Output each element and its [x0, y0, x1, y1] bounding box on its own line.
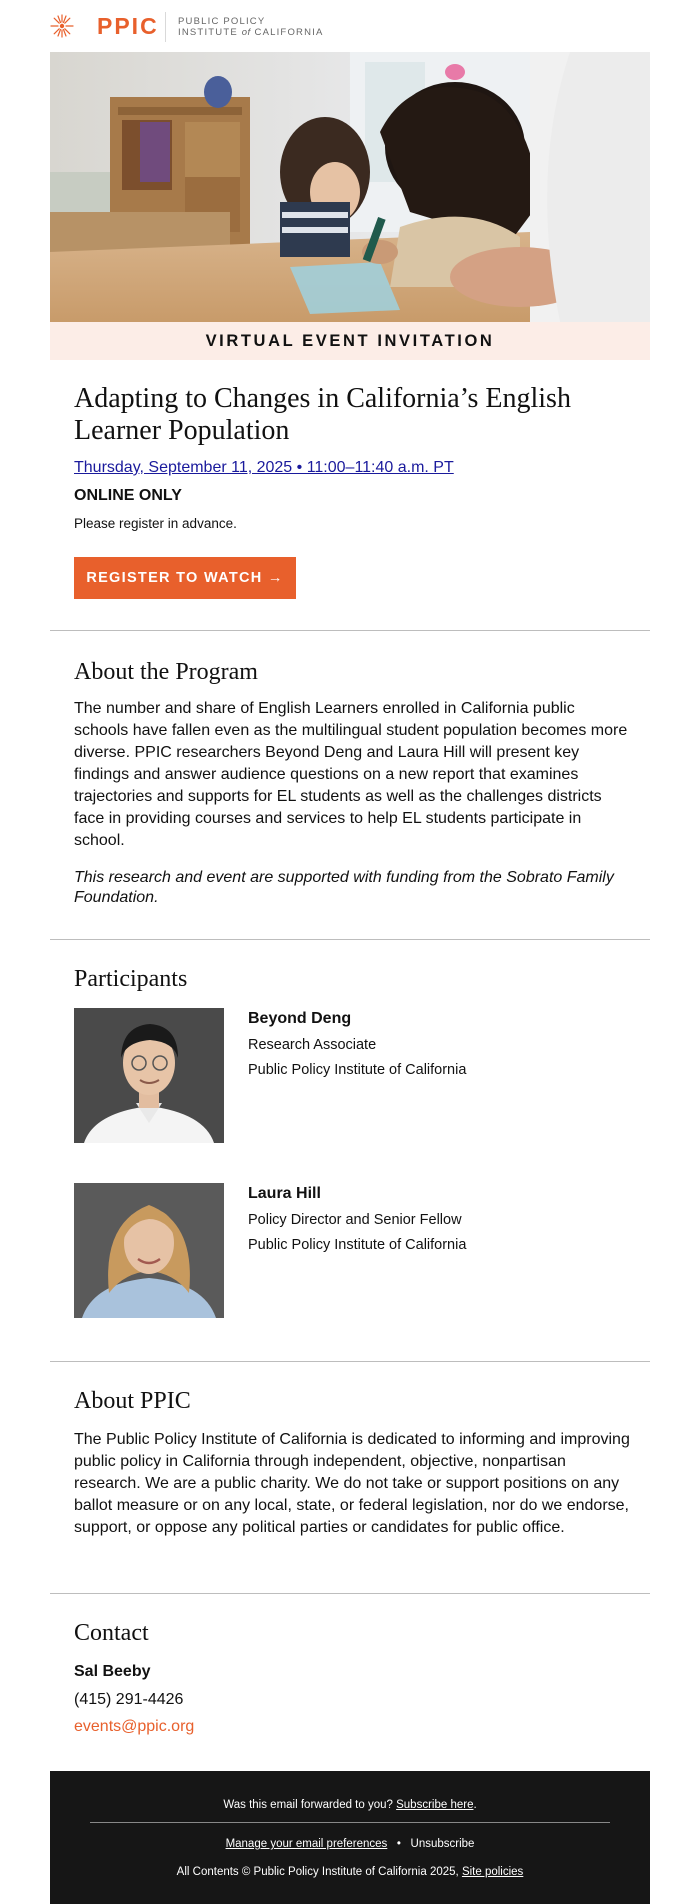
email-header: [50, 0, 650, 52]
funding-note: This research and event are supported with funding from the Sobrato Family Foundation.: [74, 869, 614, 906]
org-name: [178, 16, 324, 38]
preferences-line: [50, 1838, 650, 1850]
email-footer: [50, 1771, 650, 1904]
org-line-2-b: CALIFORNIA: [254, 27, 324, 38]
footer-divider: [90, 1822, 610, 1823]
contact-heading: Contact: [74, 1620, 149, 1646]
participant-org: Public Policy Institute of California: [248, 1062, 467, 1078]
unsubscribe-link[interactable]: Unsubscribe: [410, 1838, 475, 1850]
about-ppic-body: The Public Policy Institute of California is dedicated to informing and improving public policy in California through independent, objective, nonpartisan research. We are a public charity. We do not take or support positions on any ballot measure or on any local, state, or federal legislation, nor do we endorse, support, or oppose any political parties or candidates for public office.: [74, 1431, 630, 1536]
participant-name: Beyond Deng: [248, 1010, 352, 1027]
manage-preferences-link[interactable]: Manage your email preferences: [225, 1838, 388, 1850]
event-date-link[interactable]: Thursday, September 11, 2025 • 11:00–11:40 a.m. PT: [74, 459, 454, 476]
subscribe-link[interactable]: Subscribe here: [396, 1799, 474, 1811]
event-format: ONLINE ONLY: [74, 487, 182, 504]
org-line-2-a: INSTITUTE: [178, 27, 238, 38]
ppic-logo-text[interactable]: PPIC: [97, 13, 159, 39]
org-line-2-of: of: [241, 27, 251, 38]
org-line-2: [178, 27, 324, 38]
copyright-line: [50, 1866, 650, 1878]
section-divider: [50, 1593, 650, 1594]
ppic-sunburst-icon: [50, 14, 74, 38]
hero-photo-children-writing: [50, 52, 650, 322]
section-divider: [50, 1361, 650, 1362]
contact-phone: (415) 291-4426: [74, 1691, 184, 1708]
event-type-banner: VIRTUAL EVENT INVITATION: [50, 322, 650, 360]
participant-org: Public Policy Institute of California: [248, 1237, 467, 1253]
participant-photo-laura-hill: [74, 1183, 224, 1318]
about-program-body: The number and share of English Learners enrolled in California public schools have fallen even as the multilingual student population becomes more diverse. PPIC researchers Beyond Deng and Laura Hill will present key findings and answer audience questions on a new report that examines trajectories and supports for EL students as well as the challenges districts face in providing courses and services to help EL students participate in school.: [74, 700, 628, 849]
section-divider: [50, 630, 650, 631]
forwarded-period: .: [473, 1799, 477, 1811]
about-program-heading: About the Program: [74, 659, 258, 685]
contact-email-link[interactable]: events@ppic.org: [74, 1718, 195, 1735]
participant-name: Laura Hill: [248, 1185, 321, 1202]
participant-role: Research Associate: [248, 1037, 377, 1053]
about-ppic-heading: About PPIC: [74, 1388, 191, 1414]
register-button[interactable]: REGISTER TO WATCH →: [74, 557, 296, 599]
register-note: Please register in advance.: [74, 516, 237, 531]
section-divider: [50, 939, 650, 940]
forwarded-text: Was this email forwarded to you?: [223, 1799, 393, 1811]
event-title: Adapting to Changes in California’s English Learner Population: [74, 383, 571, 446]
copyright-text: All Contents © Public Policy Institute of California 2025,: [176, 1866, 459, 1878]
site-policies-link[interactable]: Site policies: [461, 1866, 524, 1878]
logo-divider: [165, 12, 166, 42]
org-line-1: PUBLIC POLICY: [178, 16, 266, 27]
participant-role: Policy Director and Senior Fellow: [248, 1212, 462, 1228]
participant-photo-beyond-deng: [74, 1008, 224, 1143]
participants-heading: Participants: [74, 966, 188, 992]
footer-separator: •: [396, 1838, 401, 1850]
forwarded-line: [50, 1799, 650, 1811]
contact-name: Sal Beeby: [74, 1663, 151, 1680]
